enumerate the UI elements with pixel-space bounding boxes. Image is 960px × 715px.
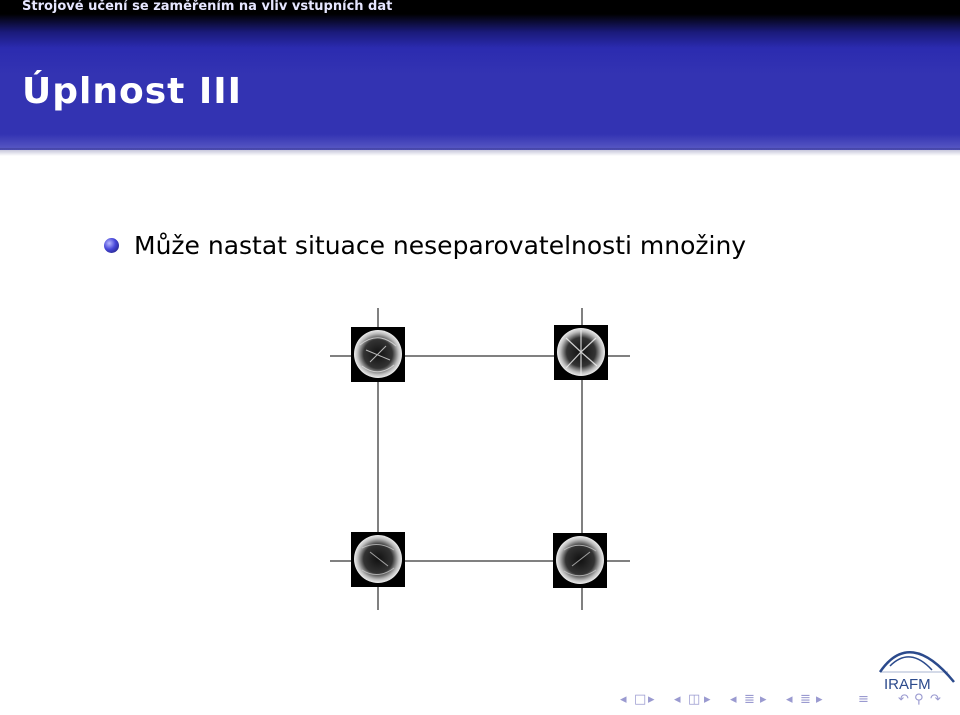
nav-prev-section-arrow[interactable]: ◂: [730, 692, 737, 707]
slide-title: Úplnost III: [22, 71, 243, 112]
bullet-text: Může nastat situace neseparovatelnosti množiny: [134, 231, 747, 260]
nav-next-section-arrow[interactable]: ▸: [760, 692, 767, 707]
nav-back-icon[interactable]: ↶: [898, 692, 909, 707]
nav-section-icon[interactable]: ≣: [744, 692, 755, 707]
running-title: Strojové učení se zaměřením na vliv vstupních dat: [22, 0, 393, 14]
irafm-logo: [870, 636, 956, 692]
nav-search-icon[interactable]: ⚲: [914, 692, 924, 707]
nav-doc-icon[interactable]: ≣: [800, 692, 811, 707]
nav-subsection-icon[interactable]: ◫: [688, 692, 701, 707]
sphere-image-bottom-left: [351, 532, 405, 587]
sphere-image-bottom-right: [553, 533, 607, 588]
nav-next-doc-arrow[interactable]: ▸: [816, 692, 823, 707]
nav-next-frame-arrow[interactable]: ▸: [648, 692, 655, 707]
beamer-navigation: [612, 690, 956, 710]
nav-prev-subsection-arrow[interactable]: ◂: [674, 692, 681, 707]
logo-text: IRAFM: [884, 676, 931, 692]
nav-frame-icon[interactable]: □: [634, 692, 647, 707]
nav-prev-doc-arrow[interactable]: ◂: [786, 692, 793, 707]
nav-prev-frame-arrow[interactable]: ◂: [620, 692, 627, 707]
sphere-image-top-left: [351, 327, 405, 382]
nav-forward-icon[interactable]: ↷: [930, 692, 941, 707]
sphere-image-top-right: [554, 325, 608, 380]
nav-next-subsection-arrow[interactable]: ▸: [704, 692, 711, 707]
nav-align-icon[interactable]: ≡: [858, 692, 869, 707]
